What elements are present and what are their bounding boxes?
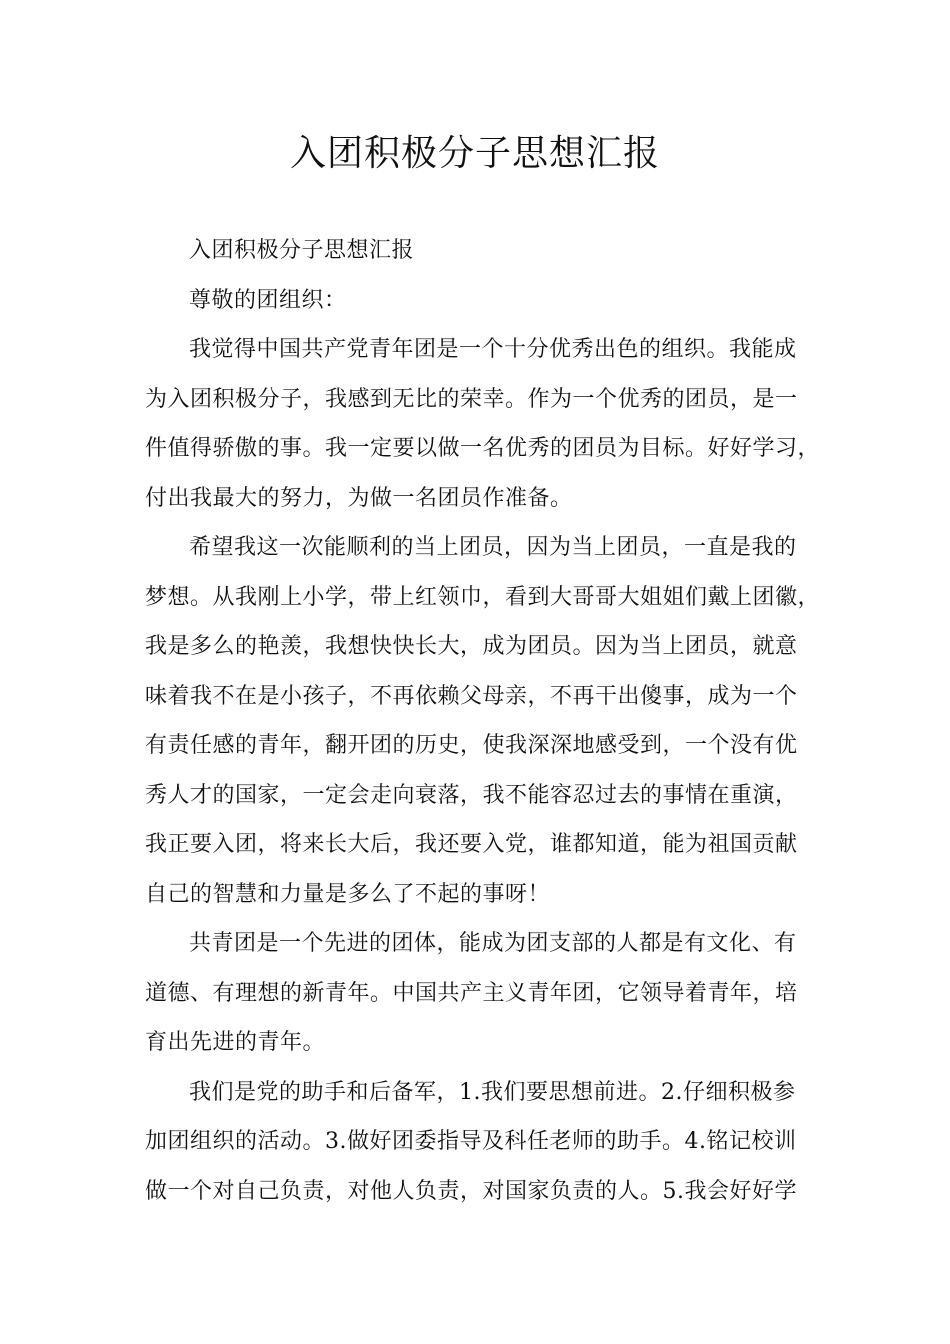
text-line: 我正要入团，将来长大后，我还要入党，谁都知道，能为祖国贡献: [145, 832, 798, 857]
text-line: 尊敬的团组织：: [189, 287, 347, 313]
text-line: 入团积极分子思想汇报: [189, 238, 415, 263]
text-line: 道德、有理想的新青年。中国共产主义青年团，它领导着青年，培: [145, 980, 798, 1006]
text-line: 希望我这一次能顺利的当上团员，因为当上团员，一直是我的: [189, 535, 797, 560]
text-line: 味着我不在是小孩子，不再依赖父母亲，不再干出傻事，成为一个: [145, 683, 798, 709]
document-body: [145, 226, 821, 1216]
text-line: 我是多么的艳羡，我想快快长大，成为团员。因为当上团员，就意: [145, 634, 798, 659]
text-line: 我觉得中国共产党青年团是一个十分优秀出色的组织。我能成: [189, 337, 797, 362]
text-line: 为入团积极分子，我感到无比的荣幸。作为一个优秀的团员，是一: [145, 386, 798, 412]
text-line: 件值得骄傲的事。我一定要以做一名优秀的团员为目标。好好学习，: [145, 436, 821, 461]
text-line: 加团组织的活动。3.做好团委指导及科任老师的助手。4.铭记校训: [145, 1129, 797, 1154]
text-line: 我们是党的助手和后备军，1.我们要思想前进。2.仔细积极参: [189, 1079, 796, 1105]
text-line: 自己的智慧和力量是多么了不起的事呀！: [145, 881, 551, 907]
text-line: 育出先进的青年。: [145, 1030, 326, 1055]
document-title: 入团积极分子思想汇报: [289, 133, 660, 174]
text-line: 付出我最大的努力，为做一名团员作准备。: [145, 485, 573, 511]
text-line: 做一个对自己负责，对他人负责，对国家负责的人。5.我会好好学: [145, 1178, 797, 1204]
text-line: 梦想。从我刚上小学，带上红领巾，看到大哥哥大姐姐们戴上团徽，: [145, 584, 821, 610]
text-line: 秀人才的国家，一定会走向衰落，我不能容忍过去的事情在重演，: [145, 782, 798, 808]
text-line: 有责任感的青年，翻开团的历史，使我深深地感受到，一个没有优: [145, 733, 798, 758]
text-line: 共青团是一个先进的团体，能成为团支部的人都是有文化、有: [189, 931, 797, 956]
